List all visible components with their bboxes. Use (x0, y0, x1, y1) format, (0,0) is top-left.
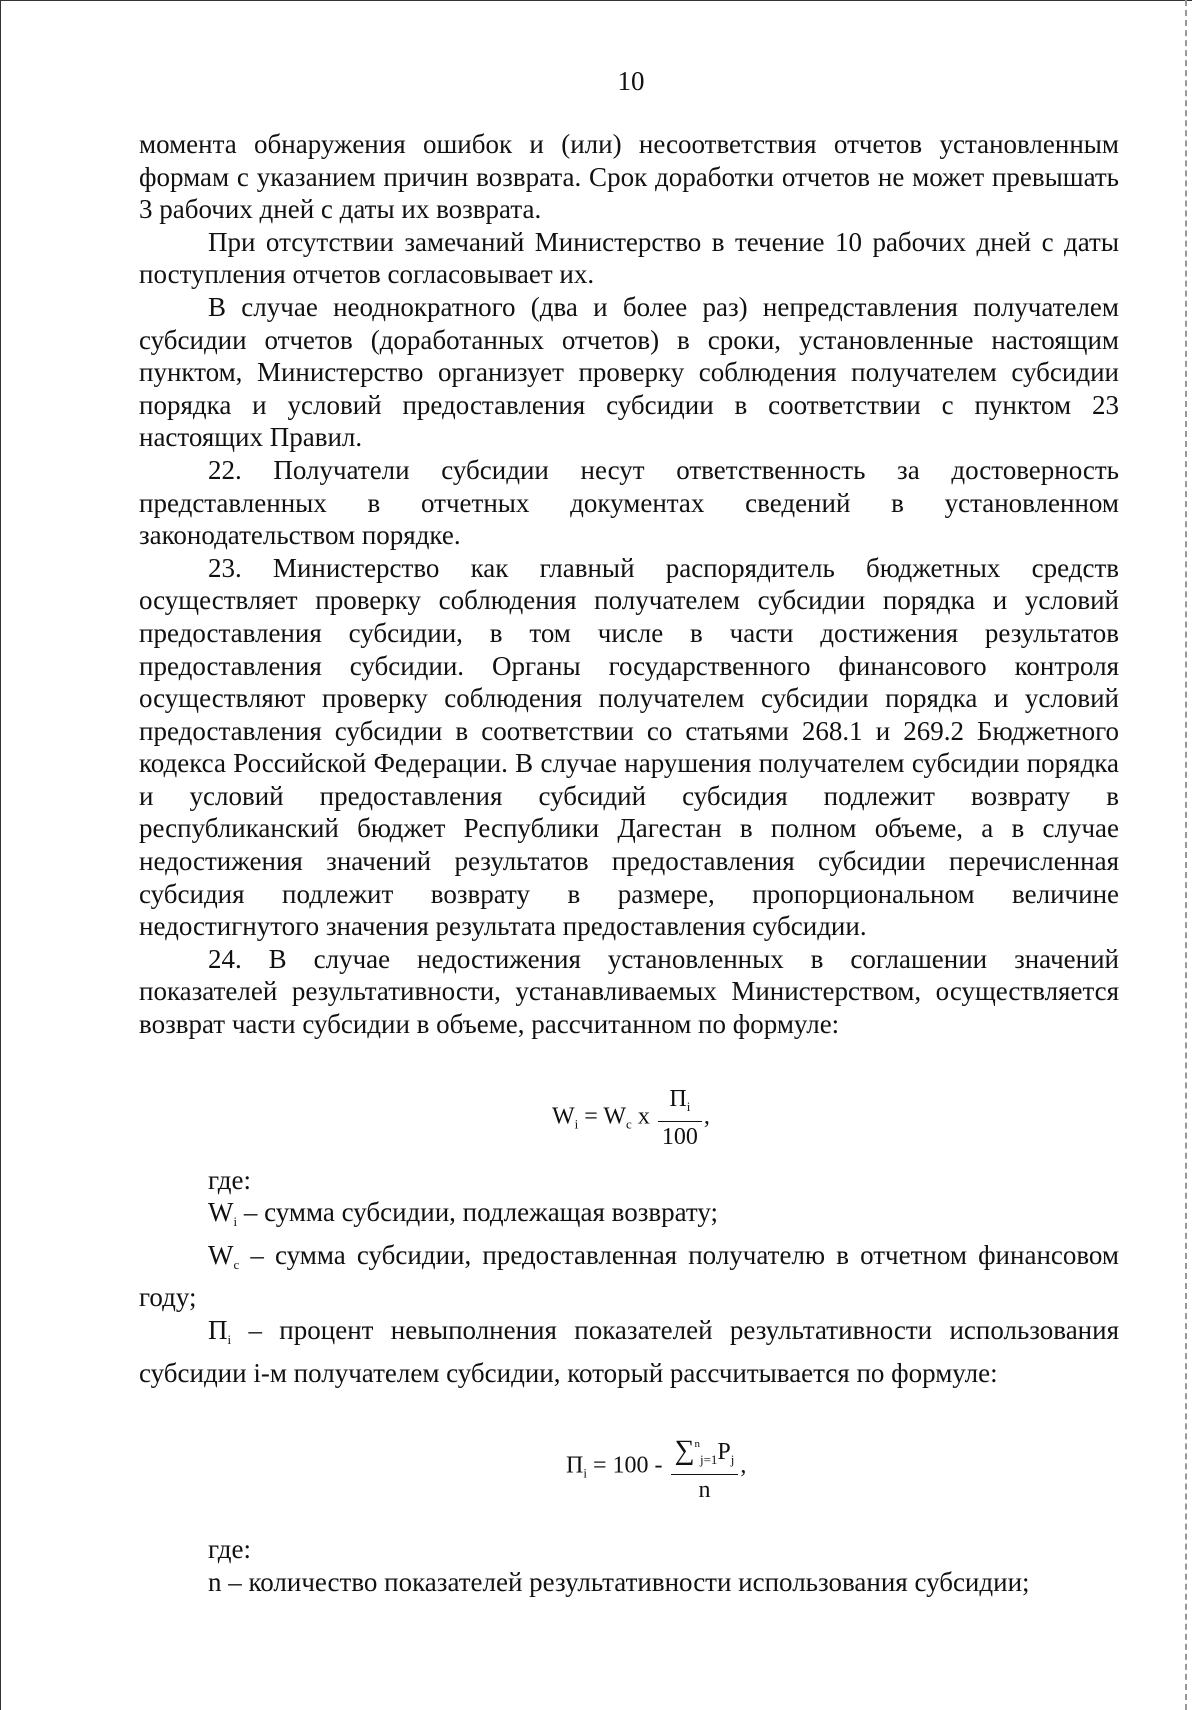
sigma-top: n (694, 1438, 700, 1451)
formula-lhs-sub: i (574, 1116, 579, 1132)
def-wi-text: – сумма субсидии, подлежащая возврату; (243, 1197, 718, 1228)
formula-refund (139, 1041, 1119, 1164)
fraction-denominator: 100 (661, 1123, 698, 1150)
formula2-lhs: П (566, 1452, 584, 1479)
formula2-trail: , (740, 1452, 747, 1479)
formula-eq: = W (584, 1103, 627, 1130)
formula-times: x (637, 1103, 650, 1130)
definition-wi (139, 1196, 1119, 1239)
formula2-lhs-sub: i (583, 1465, 587, 1481)
fraction-numerator: П (669, 1085, 687, 1112)
scan-edge-top (0, 0, 1192, 1)
paragraph-23: 23. Министерство как главный распорядитель бюджетных средств осуществляет проверку соблюдения получателем субсидии порядка и условий предоставления субсидии, в том числе в части достижения результатов предоставления субсидии. Органы государственного финансового контроля осуществляют проверку соблюдения получателем субсидии порядка и условий предоставления субсидии в соответствии со статьями 268.1 и 269.2 Бюджетного кодекса Российской Федерации. В случае нарушения получателем субсидии порядка и условий предоставления субсидий субсидия подлежит возврату в республиканский бюджет Республики Дагестан в полном объеме, а в случае недостижения значений результатов предоставления субсидии перечисленная субсидия подлежит возврату в размере, пропорциональном величине недостигнутого значения результата предоставления субсидии. (139, 552, 1119, 942)
formula2-denominator: n (698, 1477, 711, 1504)
paragraph-22: 22. Получатели субсидии несут ответственность за достоверность представленных в отчетных документах сведений в установленном законодательством порядке. (139, 454, 1119, 551)
fraction-numerator-sub: i (686, 1098, 691, 1114)
def-wc-sub: c (233, 1256, 240, 1272)
formula-trail: , (703, 1103, 710, 1130)
formula-percent (139, 1389, 1119, 1533)
scan-edge-left (0, 0, 1, 1710)
paragraph-24: 24. В случае недостижения установленных в соглашении значений показателей результативности, устанавливаемых Министерством, осуществляется возврат части субсидии в объеме, рассчитанном по формуле: (139, 943, 1119, 1040)
paragraph-non-submission: В случае неоднократного (два и более раз) непредставления получателем субсидии отчетов (доработанных отчетов) в сроки, установленные настоящим пунктом, Министерство организует проверку соблюдения получателем субсидии порядка и условий предоставления субсидии в соответствии с пунктом 23 настоящих Правил. (139, 291, 1119, 453)
formula-fraction (658, 1086, 702, 1150)
paragraph-approval: При отсутствии замечаний Министерство в течение 10 рабочих дней с даты поступления отчетов согласовывает их. (139, 226, 1119, 290)
formula2-p: P (717, 1439, 731, 1466)
def-wi-sub: i (233, 1214, 238, 1230)
where-label-2: где: (208, 1534, 251, 1565)
formula-lhs: W (552, 1103, 575, 1130)
sigma-symbol: ∑ (674, 1435, 695, 1467)
def-wi-symbol: W (208, 1197, 234, 1228)
definition-n: n – количество показателей результативности использования субсидии; (208, 1566, 1030, 1597)
def-pi-sub: i (227, 1332, 232, 1347)
page-number: 10 (617, 66, 645, 96)
definition-pi (139, 1314, 1119, 1389)
def-pi-text: – процент невыполнения показателей результативности использования субсидии i-м получателем субсидии, который рассчитывается по формуле: (139, 1315, 1119, 1388)
where-label-1: где: (208, 1164, 251, 1195)
definition-wc (139, 1239, 1119, 1314)
document-body (139, 128, 1119, 1598)
def-wc-symbol: W (208, 1239, 234, 1270)
sigma-bottom: j=1 (699, 1452, 718, 1468)
paragraph-continuation: момента обнаружения ошибок и (или) несоответствия отчетов установленным формам с указанием причин возврата. Срок доработки отчетов не может превышать 3 рабочих дней с даты их возврата. (139, 129, 1119, 225)
formula2-fraction (671, 1431, 739, 1503)
scan-edge-right (1185, 0, 1187, 1710)
def-wc-text: – сумма субсидии, предоставленная получателю в отчетном финансовом году; (139, 1239, 1120, 1313)
formula2-p-sub: j (730, 1452, 735, 1468)
def-pi-symbol: П (208, 1315, 228, 1345)
formula-w-sub: c (626, 1116, 632, 1132)
formula2-eq: = 100 - (592, 1452, 663, 1479)
